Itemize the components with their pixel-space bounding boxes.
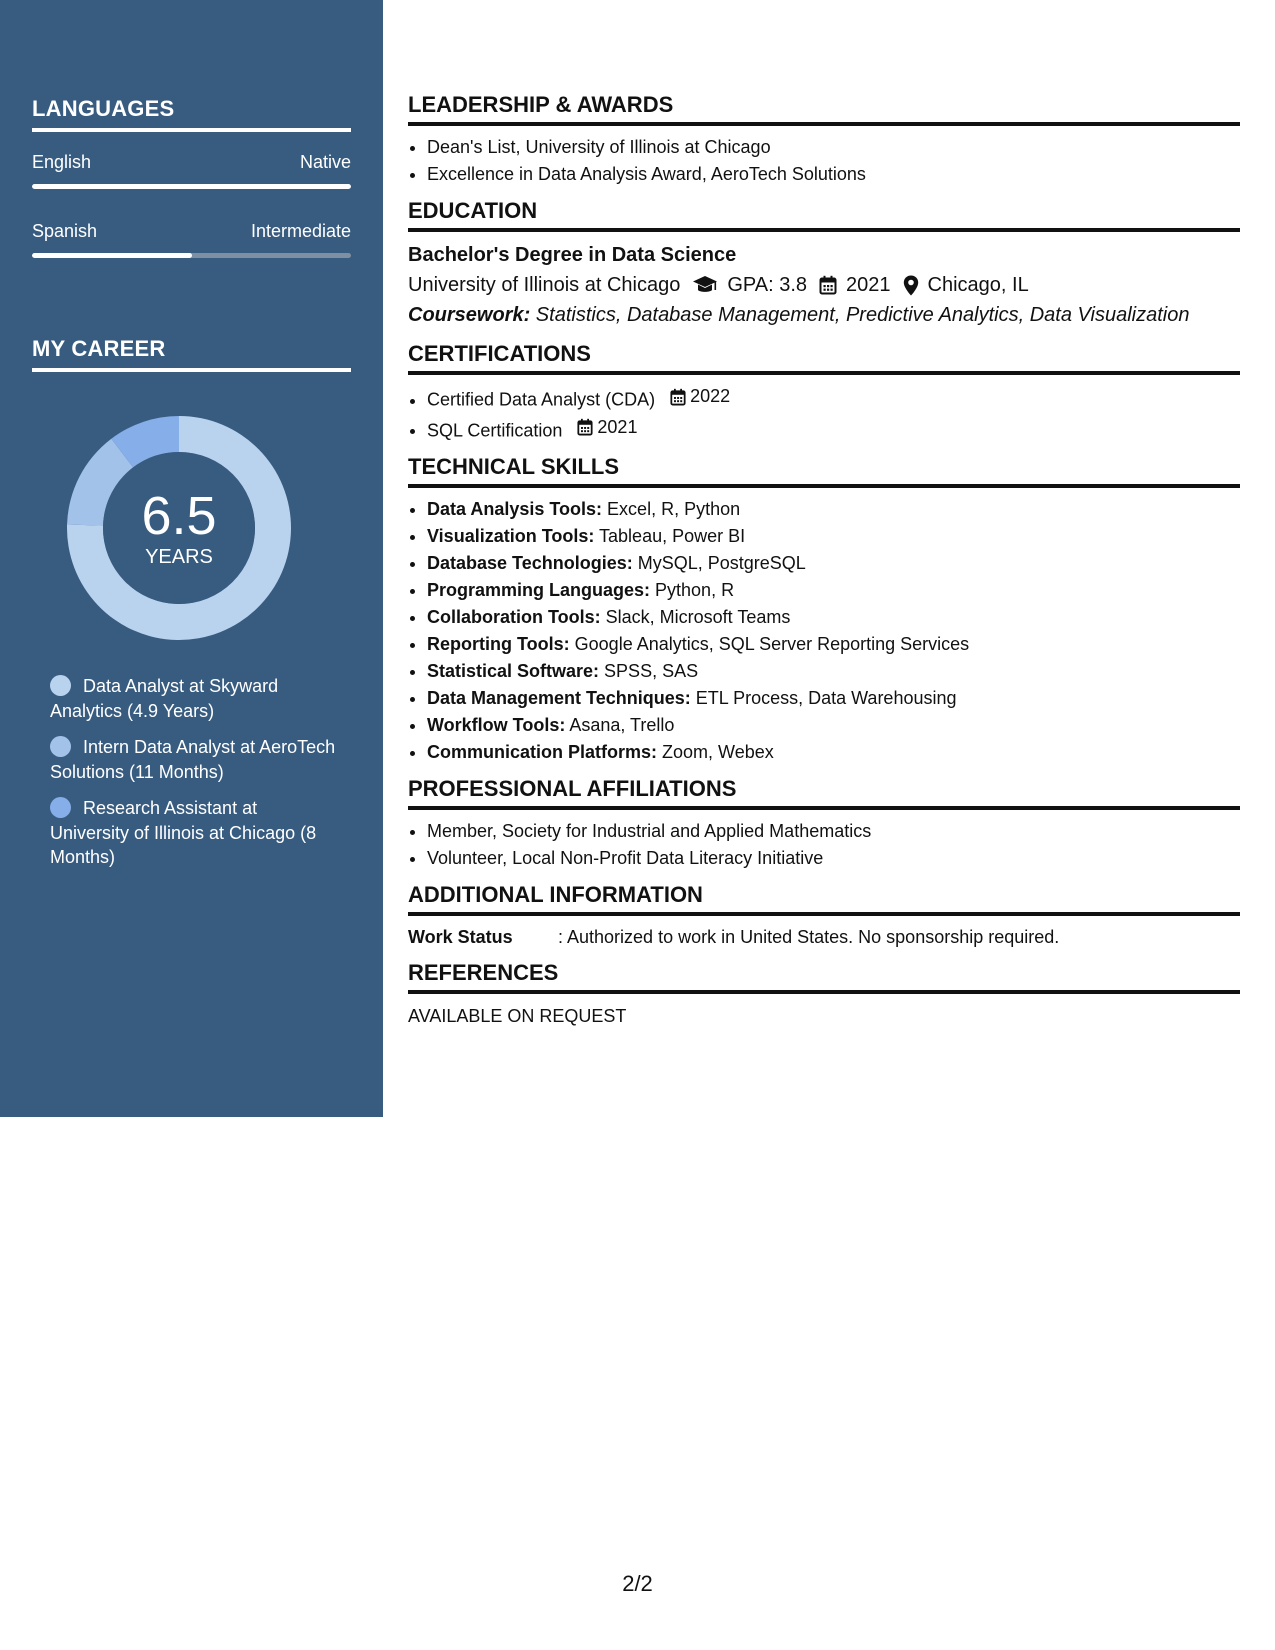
work-status-value: : Authorized to work in United States. No sponsorship required. bbox=[558, 927, 1060, 947]
leadership-section bbox=[408, 92, 1240, 188]
language-bar-spanish bbox=[32, 253, 351, 258]
donut-center bbox=[66, 415, 292, 641]
education-title: EDUCATION bbox=[408, 198, 1240, 232]
skills-list bbox=[408, 496, 1240, 766]
certification-date bbox=[577, 414, 637, 441]
skill-value: ETL Process, Data Warehousing bbox=[690, 688, 957, 708]
language-row-english bbox=[32, 152, 351, 173]
skill-value: Python, R bbox=[650, 580, 735, 600]
certification-name: Certified Data Analyst (CDA) bbox=[427, 389, 656, 410]
language-name: Spanish bbox=[32, 221, 98, 241]
education-location: Chicago, IL bbox=[927, 274, 1029, 296]
list-item bbox=[427, 739, 1240, 766]
language-name: English bbox=[32, 152, 92, 172]
list-item bbox=[427, 496, 1240, 523]
references-section bbox=[408, 960, 1240, 1030]
coursework-text: Statistics, Database Management, Predictive Analytics, Data Visualization bbox=[530, 304, 1190, 326]
career-dot bbox=[50, 736, 71, 757]
language-bar-fill bbox=[32, 184, 351, 189]
list-item: • Excellence in Data Analysis Award, AeroTech Solutions bbox=[427, 161, 1240, 188]
list-item bbox=[427, 712, 1240, 739]
skills-title: TECHNICAL SKILLS bbox=[408, 454, 1240, 488]
skill-label: Data Analysis Tools: bbox=[427, 499, 603, 519]
certifications-list bbox=[408, 383, 1240, 444]
language-bar-fill bbox=[32, 253, 192, 258]
calendar-icon bbox=[819, 275, 837, 295]
page-number: 2/2 bbox=[622, 1571, 653, 1596]
language-row-spanish bbox=[32, 221, 351, 242]
references-text: AVAILABLE ON REQUEST bbox=[408, 1006, 627, 1026]
skill-label: Statistical Software: bbox=[427, 661, 600, 681]
career-dot bbox=[50, 797, 71, 818]
list-item bbox=[427, 523, 1240, 550]
leadership-title: LEADERSHIP & AWARDS bbox=[408, 92, 1240, 126]
list-item: • Dean's List, University of Illinois at Chicago bbox=[427, 134, 1240, 161]
education-school: University of Illinois at Chicago bbox=[408, 274, 681, 296]
skill-value: SPSS, SAS bbox=[599, 661, 699, 681]
skill-value: Tableau, Power BI bbox=[594, 526, 746, 546]
education-degree: Bachelor's Degree in Data Science bbox=[408, 244, 737, 266]
affiliations-list bbox=[408, 818, 1240, 872]
additional-info-section bbox=[408, 882, 1240, 950]
skills-section bbox=[408, 454, 1240, 766]
list-item bbox=[427, 685, 1240, 712]
career-item bbox=[50, 674, 340, 723]
list-item bbox=[427, 414, 1240, 445]
list-item: • Volunteer, Local Non-Profit Data Literacy Initiative bbox=[427, 845, 1240, 872]
career-item bbox=[50, 796, 340, 870]
list-item bbox=[427, 550, 1240, 577]
list-item: • Member, Society for Industrial and Applied Mathematics bbox=[427, 818, 1240, 845]
references-title: REFERENCES bbox=[408, 960, 1240, 994]
skill-value: Excel, R, Python bbox=[602, 499, 741, 519]
certifications-section bbox=[408, 341, 1240, 444]
career-item bbox=[50, 735, 340, 784]
calendar-icon bbox=[577, 418, 593, 436]
sidebar bbox=[0, 0, 383, 1117]
work-status-label: Work Status bbox=[408, 927, 513, 947]
certification-year: 2021 bbox=[597, 416, 638, 437]
languages-title: LANGUAGES bbox=[32, 96, 351, 132]
skill-value: Asana, Trello bbox=[565, 715, 675, 735]
skill-label: Visualization Tools: bbox=[427, 526, 595, 546]
work-status-row bbox=[408, 924, 1240, 950]
career-list bbox=[50, 674, 340, 882]
skill-label: Database Technologies: bbox=[427, 553, 633, 573]
career-item-label: Data Analyst at Skyward Analytics (4.9 Years) bbox=[50, 676, 279, 721]
career-total-unit: YEARS bbox=[145, 545, 213, 568]
skill-value: Google Analytics, SQL Server Reporting Services bbox=[569, 634, 970, 654]
skill-label: Data Management Techniques: bbox=[427, 688, 691, 708]
calendar-icon bbox=[670, 388, 686, 406]
skill-value: MySQL, PostgreSQL bbox=[632, 553, 806, 573]
education-coursework bbox=[408, 300, 1240, 331]
skill-label: Workflow Tools: bbox=[427, 715, 566, 735]
map-pin-icon bbox=[903, 275, 919, 296]
list-item bbox=[427, 383, 1240, 414]
career-dot bbox=[50, 675, 71, 696]
affiliations-section bbox=[408, 776, 1240, 872]
certification-date bbox=[670, 383, 730, 410]
main-content bbox=[408, 92, 1240, 1040]
list-item bbox=[427, 604, 1240, 631]
education-year: 2021 bbox=[846, 274, 891, 296]
education-gpa: GPA: 3.8 bbox=[727, 274, 808, 296]
skill-value: Slack, Microsoft Teams bbox=[600, 607, 791, 627]
affiliations-title: PROFESSIONAL AFFILIATIONS bbox=[408, 776, 1240, 810]
skill-label: Collaboration Tools: bbox=[427, 607, 601, 627]
language-level: Native bbox=[299, 152, 351, 172]
leadership-list bbox=[408, 134, 1240, 188]
skill-label: Communication Platforms: bbox=[427, 742, 658, 762]
career-total-years: 6.5 bbox=[141, 485, 217, 546]
list-item bbox=[427, 577, 1240, 604]
skill-value: Zoom, Webex bbox=[657, 742, 774, 762]
certifications-title: CERTIFICATIONS bbox=[408, 341, 1240, 375]
education-section bbox=[408, 198, 1240, 331]
certification-name: SQL Certification bbox=[427, 420, 563, 440]
skill-label: Programming Languages: bbox=[427, 580, 651, 600]
coursework-label: Coursework: bbox=[408, 304, 531, 326]
additional-info-title: ADDITIONAL INFORMATION bbox=[408, 882, 1240, 916]
skill-label: Reporting Tools: bbox=[427, 634, 570, 654]
career-item-label: Intern Data Analyst at AeroTech Solutions (11 Months) bbox=[50, 737, 336, 782]
career-title: MY CAREER bbox=[32, 336, 351, 372]
career-donut-chart bbox=[66, 415, 292, 641]
education-details bbox=[408, 270, 1240, 300]
certification-year: 2022 bbox=[690, 386, 731, 406]
language-bar-english bbox=[32, 184, 351, 189]
list-item bbox=[427, 631, 1240, 658]
language-level: Intermediate bbox=[250, 221, 351, 241]
graduation-cap-icon bbox=[692, 275, 718, 295]
career-item-label: Research Assistant at University of Illinois at Chicago (8 Months) bbox=[50, 798, 317, 867]
list-item bbox=[427, 658, 1240, 685]
